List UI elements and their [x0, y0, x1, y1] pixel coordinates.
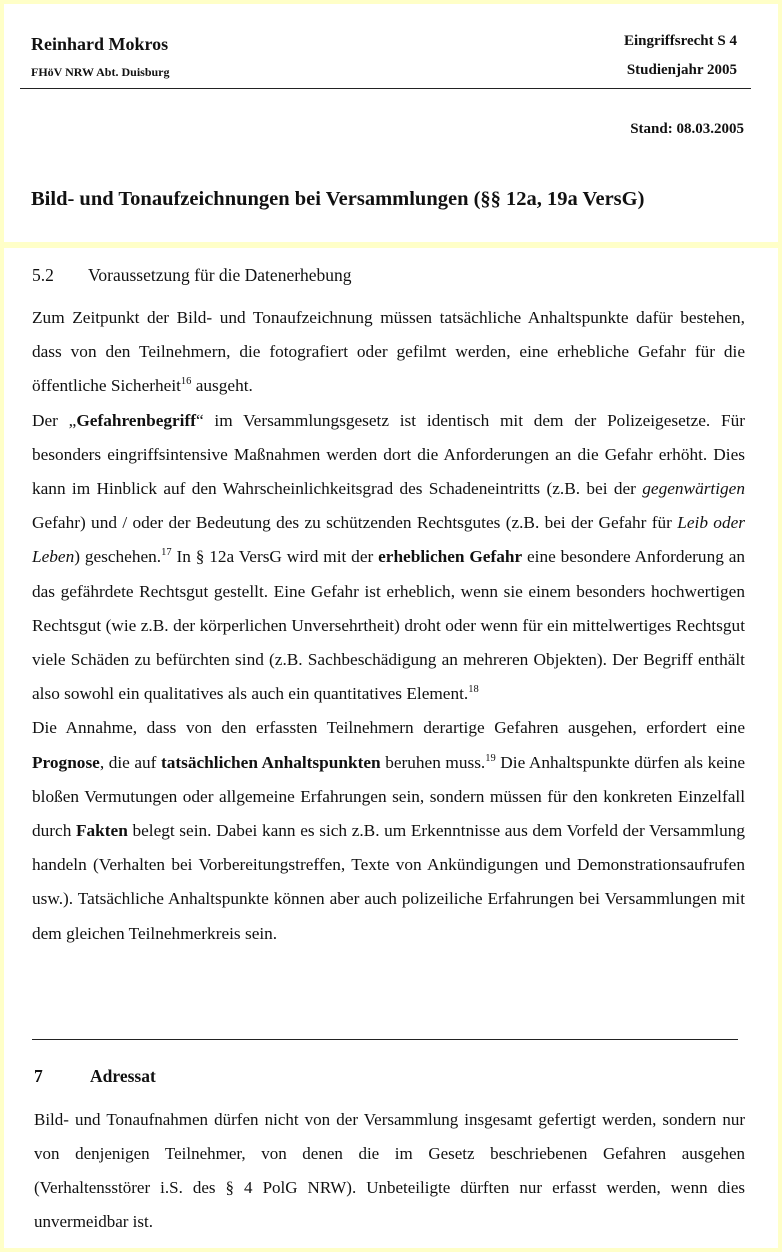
document-body — [4, 248, 778, 1248]
text-run: , die auf — [99, 752, 161, 772]
term-prognose: Prognose — [32, 752, 100, 772]
text-run: Zum Zeitpunkt der Bild- und Tonaufzeichnung müssen tatsächliche Anhaltspunkte dafür bestehen, dass von den Teilnehmern, die fotografiert oder gefilmt werden, eine erhebliche Gefahr für die öffentliche Sicherheit — [32, 308, 745, 396]
text-run: ) geschehen. — [74, 547, 162, 567]
text-run: ausgeht. — [191, 376, 253, 396]
text-run: Gefahr) und / oder der Bedeutung des zu schützenden Rechtsgutes (z.B. bei der Gefahr für — [32, 513, 678, 533]
term-tatsaechliche-anhaltspunkte: tatsächlichen Anhaltspunkten — [160, 752, 381, 772]
paragraph-2 — [32, 404, 745, 712]
term-gegenwaertigen: gegenwärtigen — [642, 479, 745, 499]
author-name: Reinhard Mokros — [31, 34, 169, 54]
revision-date: Stand: 08.03.2005 — [630, 121, 744, 137]
term-erhebliche-gefahr: erheblichen Gefahr — [378, 547, 523, 567]
section-title: Voraussetzung für die Datenerhebung — [88, 265, 352, 285]
paragraph-adressat: Bild- und Tonaufnahmen dürfen nicht von der Versammlung insgesamt gefertigt werden, sondern nur von denjenigen Teilnehmer, von denen die im Gesetz beschriebenen Gefahren ausgehen (Verhaltensstörer i.S. des § 4 PolG NRW). Unbeteiligte dürften nur erfasst werden, wenn dies unvermeidbar ist. — [34, 1110, 745, 1231]
section-5-2 — [32, 262, 745, 951]
header-divider — [20, 88, 751, 89]
text-run: eine besondere Anforderung an das gefährdete Rechtsgut gestellt. Eine Gefahr ist erheblich, wenn sie einem besonders hochwertigen Rechtsgut (wie z.B. der körperlichen Unversehrtheit) droht oder wenn für ein mittelwertiges Rechtsgut viele Schäden zu befürchten sind (z.B. Sachbeschädigung an mehreren Objekten). Der Begriff enthält also sowohl ein qualitatives als auch ein quantitatives Element. — [32, 547, 746, 704]
footnote-ref-16: 16 — [180, 376, 192, 388]
text-run: belegt sein. Dabei kann es sich z.B. um Erkenntnisse aus dem Vorfeld der Versammlung handeln (Verhalten bei Vorbereitungstreffen, Texte von Ankündigungen und Demonstrationsaufrufen usw.). Tatsächliche Anhaltspunkte können aber auch polizeiliche Erfahrungen bei Versammlungen mit dem gleichen Teilnehmerkreis sein. — [32, 821, 746, 943]
footnote-ref-18: 18 — [468, 684, 479, 696]
document-title: Bild- und Tonaufzeichnungen bei Versammlungen (§§ 12a, 19a VersG) — [31, 188, 645, 210]
section-heading — [32, 262, 745, 288]
section-heading — [34, 1063, 745, 1089]
text-run: In § 12a VersG wird mit der — [171, 547, 379, 567]
section-number: 5.2 — [32, 265, 54, 285]
text-run: Die Annahme, dass von den erfassten Teilnehmern derartige Gefahren ausgehen, erfordert eine — [32, 718, 745, 738]
institution-name: FHöV NRW Abt. Duisburg — [31, 65, 170, 79]
text-run: beruhen muss. — [380, 752, 486, 772]
study-year-label: Studienjahr 2005 — [626, 62, 737, 78]
text-run: “ im Versammlungsgesetz ist identisch mit dem der Polizeigesetze. Für besonders eingriffsintensive Maßnahmen werden dort die Anforderungen an die Gefahr erhöht. Dies kann im Hinblick auf den Wahrscheinlichkeitsgrad des Schadeneintritts (z.B. bei der — [32, 410, 745, 499]
section-number: 7 — [34, 1066, 43, 1086]
term-fakten: Fakten — [75, 821, 128, 841]
section-title: Adressat — [90, 1066, 156, 1086]
text-run: Der „ — [32, 410, 77, 430]
term-gefahrenbegriff: Gefahrenbegriff — [76, 410, 196, 430]
document-header — [4, 4, 778, 242]
paragraph-3 — [32, 711, 745, 950]
footnote-ref-17: 17 — [161, 547, 172, 559]
footnote-ref-19: 19 — [485, 752, 496, 764]
course-label: Eingriffsrecht S 4 — [623, 33, 737, 49]
text-run: Die Anhaltspunkte dürfen als keine bloßen Vermutungen oder allgemeine Erfahrungen sein, sondern müssen für den konkreten Einzelfall durch — [32, 752, 746, 841]
section-divider — [32, 1039, 738, 1040]
paragraph-1 — [32, 301, 745, 404]
term-leib-oder-leben: Leib oder Leben — [32, 513, 745, 567]
section-7 — [34, 1063, 745, 1239]
